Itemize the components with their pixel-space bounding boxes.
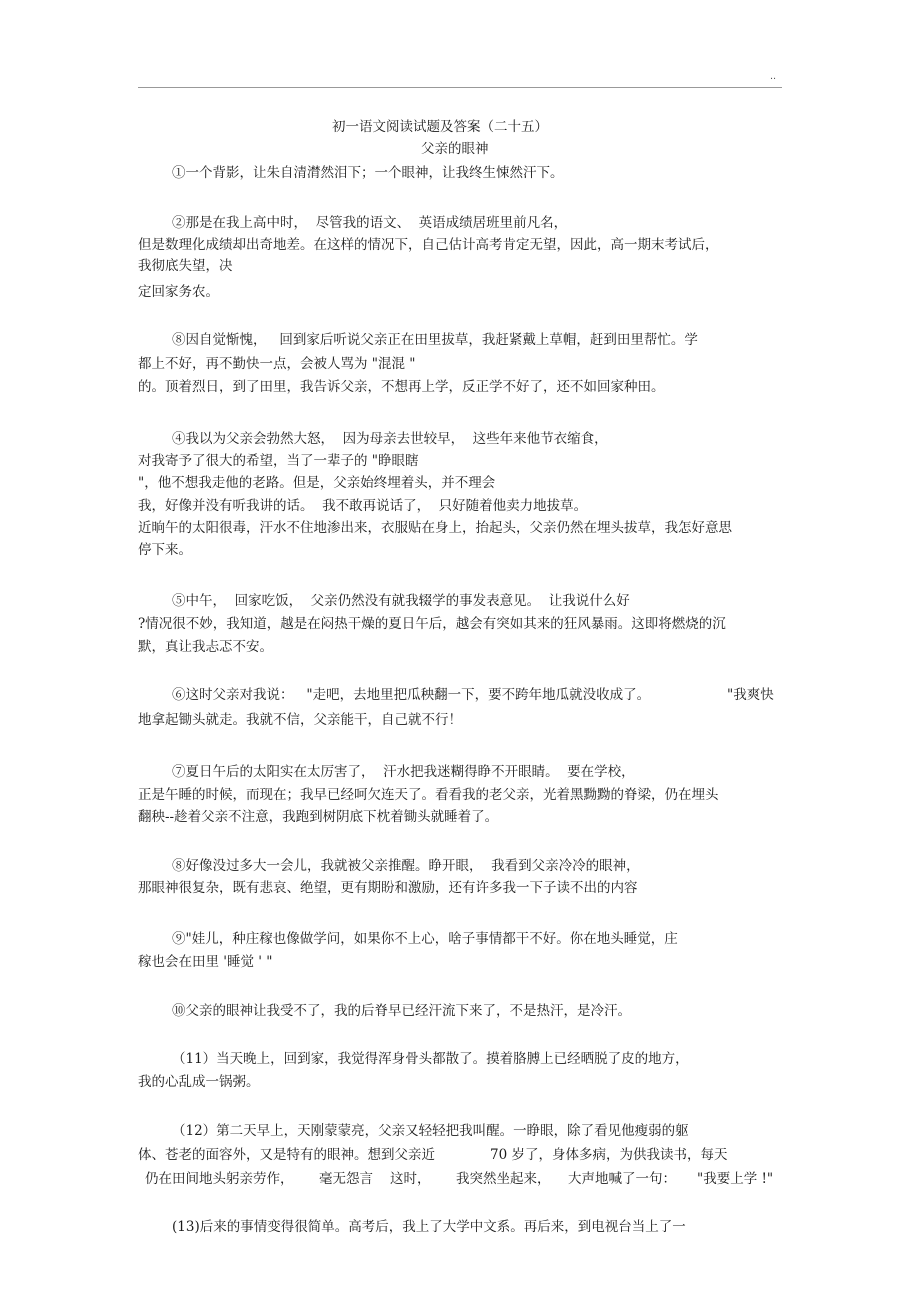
paragraph-line: 都上不好，再不勤快一点，会被人骂为 "混混 " <box>138 356 416 372</box>
paragraph-line: 翻秧--趁着父亲不注意，我跑到树阴底下枕着锄头就睡着了。 <box>138 809 499 825</box>
paragraph-line: ⑩父亲的眼神让我受不了，我的后脊早已经汗流下来了，不是热汗，是冷汗。 <box>172 1003 631 1019</box>
paragraph-line: ⑨"娃儿，种庄稼也像做学问，如果你不上心，啥子事情都干不好。你在地头睡觉，庄 <box>172 931 678 947</box>
paragraph-line: 但是数理化成绩却出奇地差。在这样的情况下，自己估计高考肯定无望，因此，高一期末考试后， <box>138 237 719 253</box>
paragraph-line: 我彻底失望，决 <box>138 258 233 274</box>
page-title: 初一语文阅读试题及答案（二十五） <box>332 119 548 135</box>
header-mark: .. <box>770 70 777 82</box>
paragraph-line: 毫无怨言 <box>319 1171 373 1187</box>
paragraph-line: 70 岁了，身体多病，为供我读书，每天 <box>490 1147 728 1163</box>
paragraph-line: 仍在田间地头躬亲劳作， <box>145 1171 294 1187</box>
paragraph-line: 停下来。 <box>138 542 192 558</box>
paragraph-line: 体、苍老的面容外，又是特有的眼神。想到父亲近 <box>138 1147 435 1163</box>
paragraph-line: 那眼神很复杂，既有悲哀、绝望，更有期盼和激励，还有许多我一下子读不出的内容 <box>138 880 638 896</box>
paragraph-line: ⑧因自觉惭愧， 回到家后听说父亲正在田里拔草，我赶紧戴上草帽，赶到田里帮忙。学 <box>172 332 698 348</box>
paragraph-line: 对我寄予了很大的希望，当了一辈子的 "睁眼瞎 <box>138 453 419 469</box>
article-title: 父亲的眼神 <box>421 141 489 157</box>
paragraph-line: 正是午睡的时候，而现在；我早已经呵欠连天了。看看我的老父亲，光着黑黝黝的脊梁，仍在埋头 <box>138 787 719 803</box>
paragraph-line: （12）第二天早上，天刚蒙蒙亮，父亲又轻轻把我叫醒。一睁眼，除了看见他瘦弱的躯 <box>172 1123 689 1139</box>
paragraph-line: "我爽快 <box>727 687 774 703</box>
paragraph-line: ⑤中午， 回家吃饭， 父亲仍然没有就我辍学的事发表意见。 让我说什么好 <box>172 593 630 609</box>
paragraph-line: 我突然坐起来， <box>456 1171 551 1187</box>
paragraph-line: 的。顶着烈日，到了田里，我告诉父亲，不想再上学，反正学不好了，还不如回家种田。 <box>138 379 665 395</box>
paragraph-line: ④我以为父亲会勃然大怒， 因为母亲去世较早， 这些年来他节衣缩食， <box>172 431 608 447</box>
paragraph-line: 定回家务农。 <box>138 284 219 300</box>
paragraph-line: 地拿起锄头就走。我就不信，父亲能干，自己就不行！ <box>138 712 462 728</box>
paragraph-line: 大声地喊了一句： <box>568 1171 676 1187</box>
paragraph-line: 默，真让我忐忑不安。 <box>138 639 273 655</box>
paragraph-line: ①一个背影，让朱自清潸然泪下；一个眼神，让我终生悚然汗下。 <box>172 165 564 181</box>
paragraph-line: ②那是在我上高中时， 尽管我的语文、 英语成绩居班里前凡名， <box>172 215 568 231</box>
paragraph-line: 我，好像并没有听我讲的话。 我不敢再说话了， 只好随着他卖力地拔草。 <box>138 498 588 514</box>
paragraph-line: 这时， <box>390 1171 431 1187</box>
paragraph-line: ⑥这时父亲对我说： "走吧，去地里把瓜秧翻一下，要不跨年地瓜就没收成了。 <box>172 687 651 703</box>
paragraph-line: （11）当天晚上，回到家，我觉得浑身骨头都散了。摸着胳膊上已经晒脱了皮的地方， <box>172 1051 689 1067</box>
paragraph-line: "，他不想我走他的老路。但是，父亲始终埋着头，并不理会 <box>138 475 496 491</box>
paragraph-line: (13)后来的事情变得很简单。高考后，我上了大学中文系。再后来，到电视台当上了一 <box>172 1219 686 1235</box>
paragraph-line: ⑦夏日午后的太阳实在太厉害了， 汗水把我迷糊得睁不开眼睛。 要在学校， <box>172 764 635 780</box>
paragraph-line: 我的心乱成一锅粥。 <box>138 1074 260 1090</box>
paragraph-line: ?情况很不妙，我知道，越是在闷热干燥的夏日午后，越会有突如其来的狂风暴雨。这即将燃烧的沉 <box>138 616 726 632</box>
paragraph-line: ⑧好像没过多大一会儿，我就被父亲推醒。睁开眼， 我看到父亲冷冷的眼神， <box>172 858 640 874</box>
paragraph-line: 近晌午的太阳很毒，汗水不住地渗出来，衣服贴在身上，抬起头，父亲仍然在埋头拔草，我怎好意思 <box>138 520 732 536</box>
header-rule <box>138 87 782 88</box>
paragraph-line: "我要上学 !" <box>697 1171 774 1187</box>
paragraph-line: 稼也会在田里 '睡觉 ' " <box>138 954 273 970</box>
